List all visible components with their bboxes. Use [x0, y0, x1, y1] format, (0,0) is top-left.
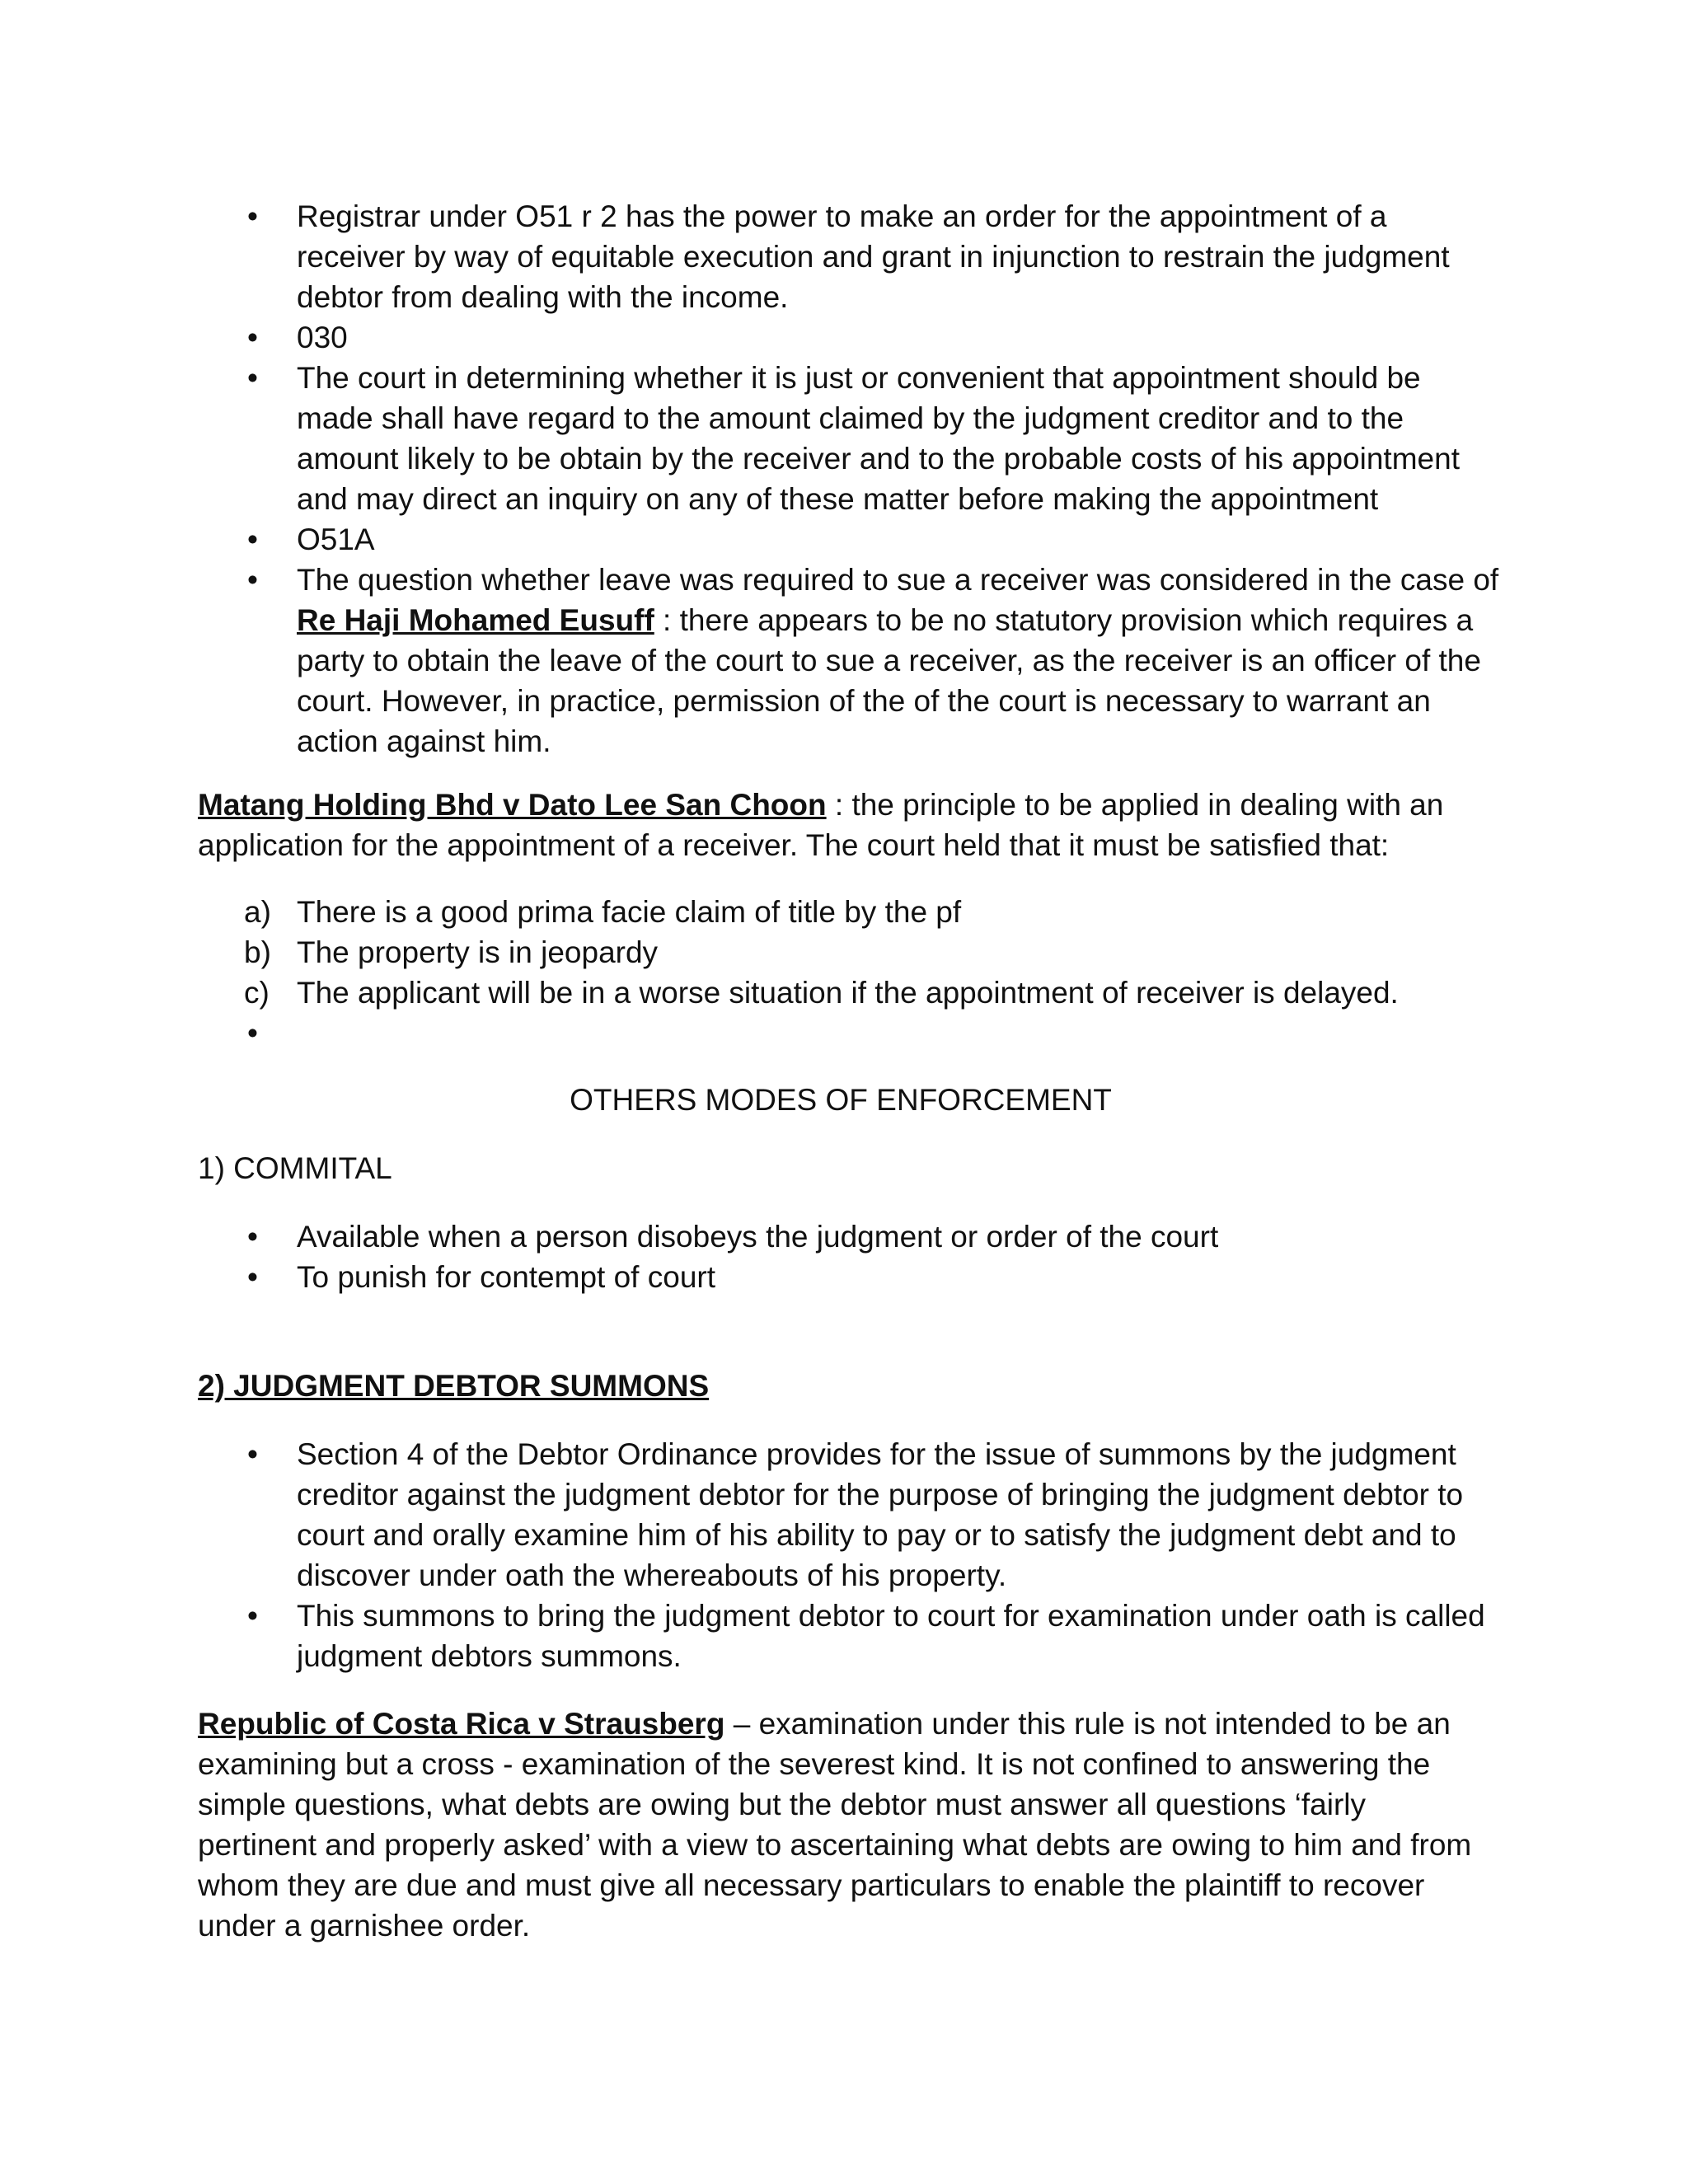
- list-item: [198, 358, 1500, 519]
- list-item-text: 030: [297, 321, 348, 354]
- list-item: [198, 196, 1500, 317]
- list-item-text: The applicant will be in a worse situation if the appointment of receiver is delayed.: [297, 976, 1399, 1010]
- case-name: Re Haji Mohamed Eusuff: [297, 603, 654, 637]
- list-item: [198, 1216, 1500, 1257]
- list-marker: b): [244, 935, 271, 969]
- list-item-text: Section 4 of the Debtor Ordinance provides for the issue of summons by the judgment creditor against the judgment debtor for the purpose of bringing the judgment debtor to court and orally examine him of his ability to pay or to satisfy the judgment debt and to discover under oath the whereabouts of his property.: [297, 1437, 1464, 1592]
- list-item: [198, 1257, 1500, 1297]
- list-item-text: O51A: [297, 523, 375, 556]
- list-item: [198, 317, 1500, 358]
- list-item: [198, 932, 1500, 972]
- conditions-list: [198, 892, 1500, 1053]
- receiver-bullet-list: [198, 196, 1500, 762]
- bullet-icon: •: [247, 523, 258, 556]
- list-item: [198, 560, 1500, 762]
- list-marker: c): [244, 976, 270, 1010]
- bullet-icon: •: [247, 1599, 258, 1633]
- list-item-text: There is a good prima facie claim of title by the pf: [297, 895, 962, 929]
- list-item-text: The property is in jeopardy: [297, 935, 659, 969]
- case-name: Republic of Costa Rica v Strausberg: [198, 1707, 725, 1741]
- costa-rica-paragraph: [198, 1704, 1492, 1946]
- paragraph-text: : the principle to be applied in dealing with an application for the appointment of a receiver. The court held that it must be satisfied that:: [198, 788, 1444, 862]
- bullet-icon: •: [247, 1016, 258, 1050]
- empty-list-item: [198, 1013, 1500, 1053]
- list-item-text: The court in determining whether it is just or convenient that appointment should be made shall have regard to the amount claimed by the judgment creditor and to the amount likely to be obtain by the receiver and to the probable costs of his appointment and may direct an inquiry on any of these matter before making the appointment: [297, 361, 1460, 516]
- list-marker: a): [244, 895, 271, 929]
- list-item-text: The question whether leave was required to sue a receiver was considered in the case of: [297, 563, 1499, 597]
- section-heading: OTHERS MODES OF ENFORCEMENT: [570, 1083, 1112, 1117]
- list-item-text: Registrar under O51 r 2 has the power to make an order for the appointment of a receiver by way of equitable execution and grant in injunction to restrain the judgment debtor from dealing with the income.: [297, 199, 1450, 314]
- paragraph-text: – examination under this rule is not intended to be an examining but a cross - examination of the severest kind. It is not confined to answering the simple questions, what debts are owing but the debtor must answer all questions ‘fairly pertinent and properly asked’ with a view to ascertaining what debts are owing to him and from whom they are due and must give all necessary particulars to enable the plaintiff to recover under a garnishee order.: [198, 1707, 1472, 1943]
- case-name: Matang Holding Bhd v Dato Lee San Choon: [198, 788, 827, 822]
- list-item: [198, 972, 1500, 1013]
- bullet-icon: •: [247, 1260, 258, 1294]
- list-item-text: This summons to bring the judgment debtor to court for examination under oath is called judgment debtors summons.: [297, 1599, 1485, 1673]
- bullet-icon: •: [247, 563, 258, 597]
- list-item-text: To punish for contempt of court: [297, 1260, 715, 1294]
- bullet-icon: •: [247, 321, 258, 354]
- committal-heading: 1) COMMITAL: [198, 1151, 392, 1185]
- list-item: [198, 892, 1500, 932]
- list-item-text: Available when a person disobeys the judgment or order of the court: [297, 1220, 1219, 1254]
- list-item: [198, 1434, 1500, 1596]
- jds-bullet-list: [198, 1434, 1500, 1676]
- bullet-icon: •: [247, 1437, 258, 1471]
- list-item: [198, 1596, 1500, 1676]
- list-item-text: : there appears to be no statutory provision which requires a party to obtain the leave of the court to sue a receiver, as the receiver is an officer of the court. However, in practice, permission of the of the court is necessary to warrant an action against him.: [297, 603, 1481, 758]
- jds-heading: 2) JUDGMENT DEBTOR SUMMONS: [198, 1369, 710, 1403]
- committal-bullet-list: [198, 1216, 1500, 1297]
- matang-paragraph: [198, 785, 1484, 865]
- list-item: [198, 519, 1500, 560]
- bullet-icon: •: [247, 199, 258, 233]
- bullet-icon: •: [247, 361, 258, 395]
- bullet-icon: •: [247, 1220, 258, 1254]
